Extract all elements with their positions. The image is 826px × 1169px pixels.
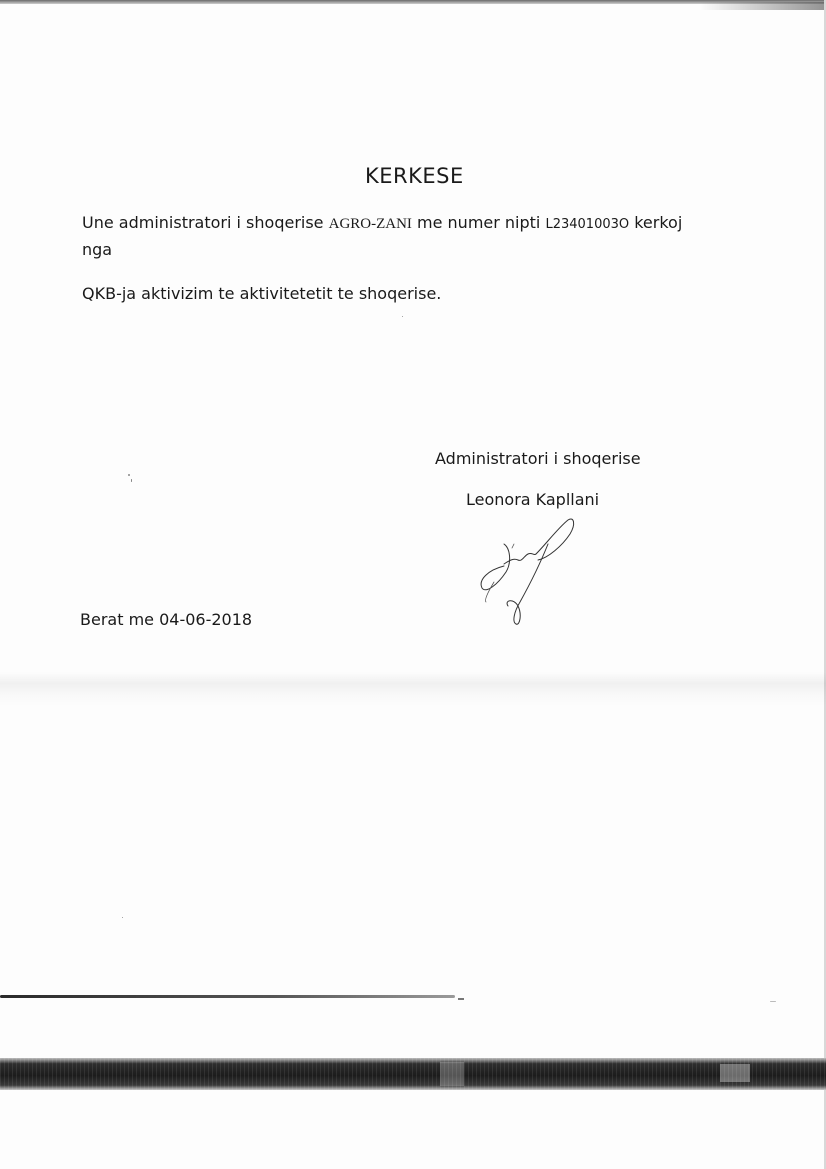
scan-speck bbox=[122, 917, 123, 918]
body-line-1 bbox=[82, 213, 682, 235]
scan-edge-shadow bbox=[700, 2, 826, 10]
signatory-role: Administratori i shoqerise bbox=[435, 449, 641, 468]
signatory-name: Leonora Kapllani bbox=[466, 490, 600, 509]
scan-dark-band bbox=[0, 1058, 826, 1090]
document-title: KERKESE bbox=[365, 164, 464, 188]
scan-streak-fragment bbox=[458, 998, 464, 1000]
company-name: AGRO-ZANI bbox=[328, 216, 412, 232]
handwritten-signature bbox=[474, 514, 584, 630]
scan-smudge bbox=[0, 672, 826, 706]
body-line-1-start: Une administratori i shoqerise bbox=[82, 213, 329, 232]
body-line-3: QKB-ja aktivizim te aktivitetetit te shoqerise. bbox=[82, 284, 442, 303]
scan-streak bbox=[0, 995, 455, 998]
body-line-1-mid: me numer nipti bbox=[411, 213, 546, 232]
body-line-2: nga bbox=[82, 240, 113, 259]
body-line-1-end: kerkoj bbox=[629, 213, 683, 232]
scan-speck bbox=[128, 474, 130, 476]
scan-speck bbox=[131, 479, 132, 482]
scan-speck bbox=[402, 316, 403, 317]
place-and-date: Berat me 04-06-2018 bbox=[80, 610, 253, 629]
scan-band-highlight bbox=[720, 1064, 750, 1082]
scan-speck bbox=[770, 1001, 776, 1002]
scan-band-highlight bbox=[440, 1062, 464, 1086]
nipt-number: L23401003O bbox=[545, 217, 630, 232]
